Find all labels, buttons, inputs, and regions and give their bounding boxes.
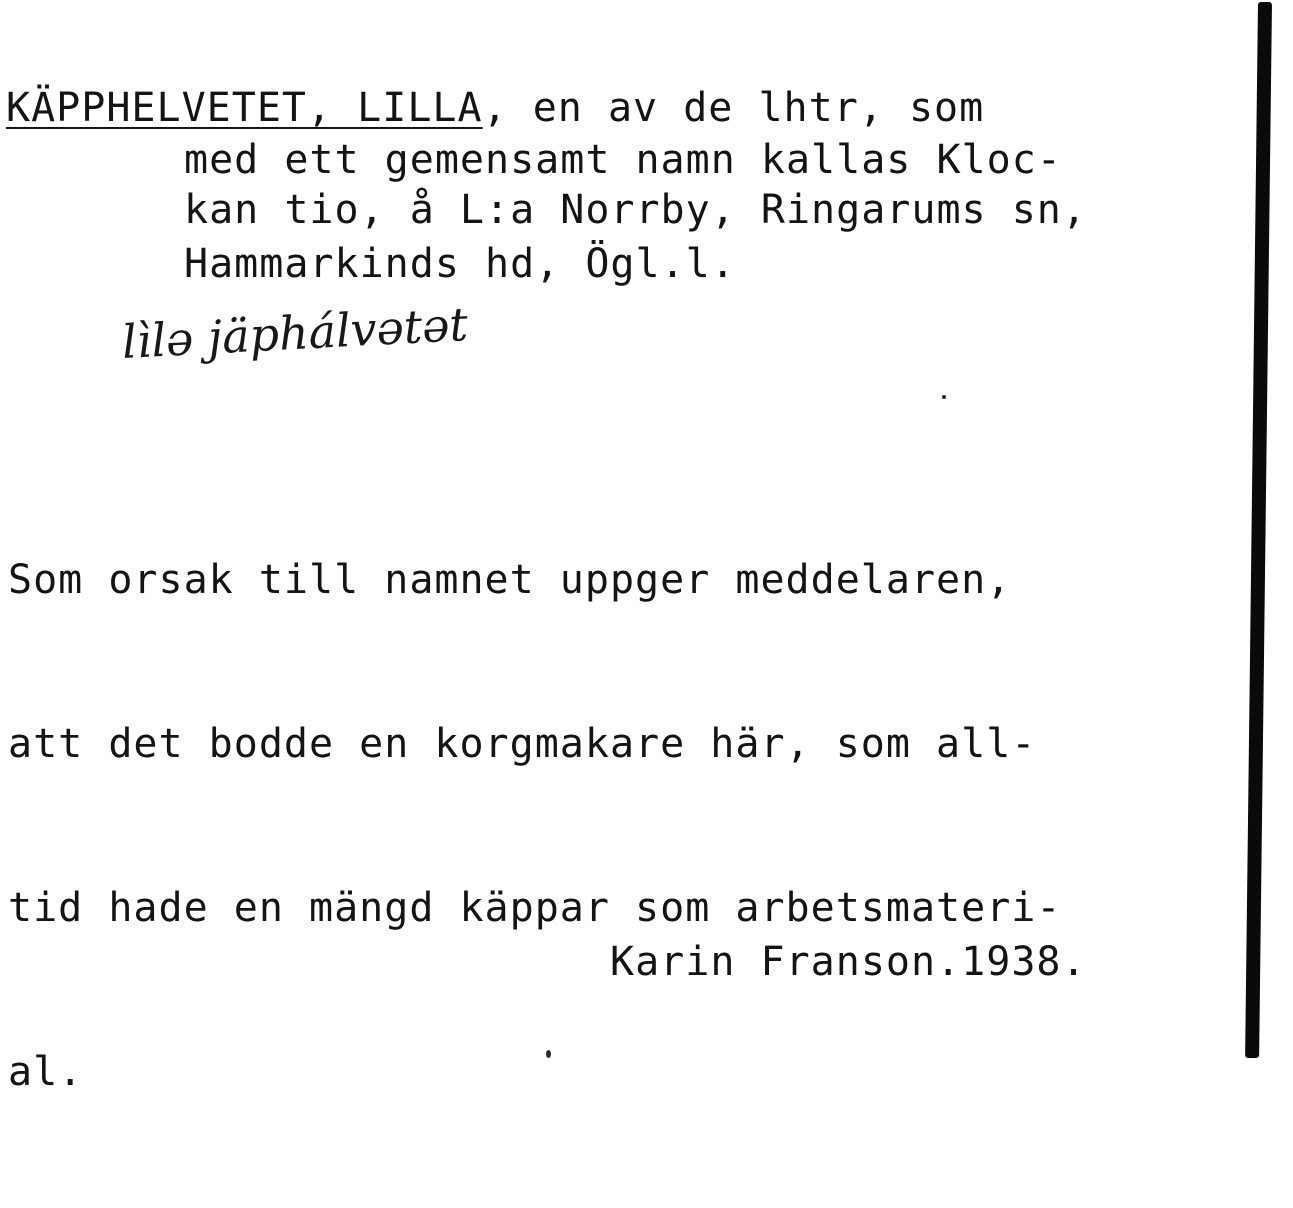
entry-line-4: Hammarkinds hd, Ögl.l. — [184, 241, 736, 287]
body-paragraph — [8, 440, 1061, 1208]
signature: Karin Franson.1938. — [610, 939, 1087, 985]
body-line: att det bodde en korgmakare här, som all- — [8, 721, 1037, 767]
entry-line-3: kan tio, å L:a Norrby, Ringarums sn, — [184, 187, 1087, 233]
handwritten-pronunciation: lìlə jäphálvətət — [120, 296, 470, 369]
entry-first-line — [6, 80, 984, 136]
headword: KÄPPHELVETET, LILLA — [6, 85, 483, 131]
body-line: al. — [8, 1049, 84, 1095]
card-edge-line — [1245, 2, 1272, 1058]
entry-line-2: med ett gemensamt namn kallas Kloc- — [184, 137, 1062, 183]
ink-speck — [546, 1050, 551, 1058]
ink-speck — [942, 395, 946, 399]
body-line: tid hade en mängd käppar som arbetsmateri- — [8, 885, 1062, 931]
body-line: Som orsak till namnet uppger meddelaren, — [8, 557, 1012, 603]
entry-first-line-rest: , en av de lhtr, som — [482, 85, 985, 131]
